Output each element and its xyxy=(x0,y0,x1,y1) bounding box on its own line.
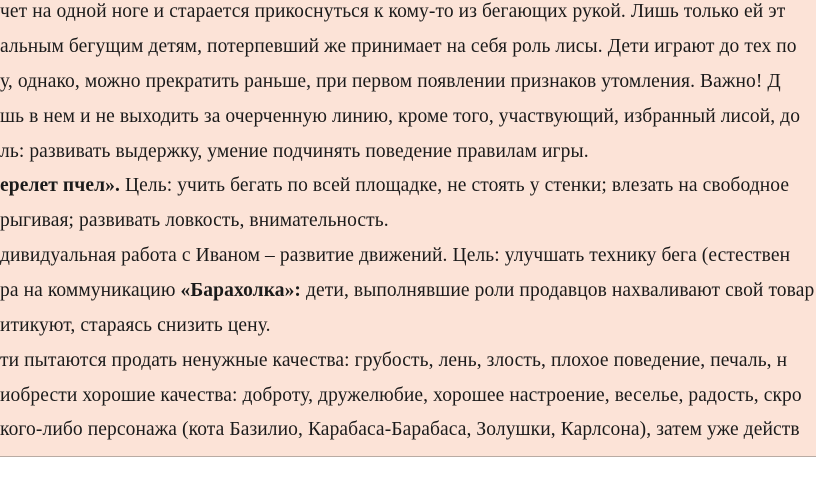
text-line-12 xyxy=(0,384,802,408)
text-line-11 xyxy=(0,349,787,373)
line-text: дивидуальная работа с Иваном – развитие движений. Цель: улучшать технику бега (естествен xyxy=(0,245,791,266)
line-text: Цель: учить бегать по всей площадке, не стоять у стенки; влезать на свободное xyxy=(119,175,790,196)
line-text: ль: развивать выдержку, умение подчинять поведение правилам игры. xyxy=(0,141,589,162)
line-text: дети, выполнявшие роли продавцов нахваливают свой товар xyxy=(301,280,815,301)
text-line-1 xyxy=(0,0,785,24)
text-line-3 xyxy=(0,70,781,94)
line-text: ти пытаются продать ненужные качества: грубость, лень, злость, плохое поведение, печаль, н xyxy=(0,350,788,371)
text-line-6 xyxy=(0,174,789,198)
text-line-2 xyxy=(0,35,797,59)
text-line-10 xyxy=(0,314,271,338)
line-text: шь в нем и не выходить за очерченную линию, кроме того, участвующий, избранный лисой, до xyxy=(0,106,801,127)
text-line-8 xyxy=(0,244,790,268)
line-text-prefix: ра на коммуникацию xyxy=(0,280,181,301)
line-text: у, однако, можно прекратить раньше, при первом появлении признаков утомления. Важно! Д xyxy=(0,71,781,92)
text-line-13 xyxy=(0,418,800,442)
line-text: альным бегущим детям, потерпевший же принимает на себя роль лисы. Дети играют до тех по xyxy=(0,36,797,57)
line-text: чет на одной ноге и старается прикоснуться к кому-то из бегающих рукой. Лишь только ей эт xyxy=(0,1,786,22)
line-text: кого-либо персонажа (кота Базилио, Карабаса-Барабаса, Золушки, Карлсона), затем уже действ xyxy=(0,419,800,440)
text-line-4 xyxy=(0,105,800,129)
line-text: рыгивая; развивать ловкость, внимательность. xyxy=(0,210,389,231)
text-line-9 xyxy=(0,279,814,303)
game-title-bold: ерелет пчел». xyxy=(0,175,120,196)
line-text: иобрести хорошие качества: доброту, дружелюбие, хорошее настроение, веселье, радость, скро xyxy=(0,385,802,406)
text-line-5 xyxy=(0,140,589,164)
line-text: итикуют, стараясь снизить цену. xyxy=(0,315,271,336)
game-title-bold: «Барахолка»: xyxy=(180,280,302,301)
text-line-7 xyxy=(0,209,389,233)
